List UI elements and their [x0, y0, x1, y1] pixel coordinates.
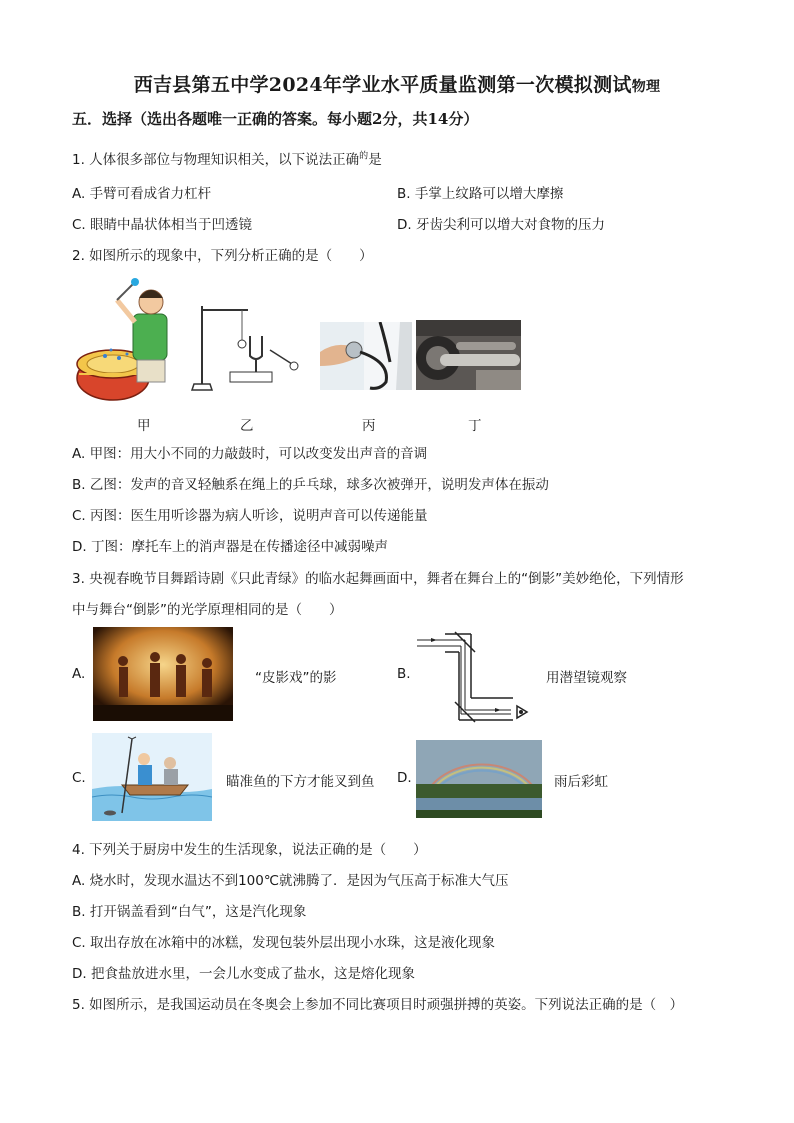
q1-stem-end: 是 [368, 152, 382, 168]
q3-option-a-caption: “皮影戏”的影 [255, 670, 337, 686]
figure-spear-fishing [92, 733, 212, 821]
q3-option-c-letter: C. [72, 770, 86, 786]
q3-option-c-caption: 瞄准鱼的下方才能叉到鱼 [226, 774, 375, 790]
figure-drum [75, 278, 180, 402]
q4-option-b: B. 打开锅盖看到“白气”，这是汽化现象 [72, 904, 307, 920]
figure-muffler [416, 320, 521, 390]
label-bing: 丙 [362, 418, 376, 434]
section-heading: 五．选择（选出各题唯一正确的答案。每小题2分，共14分） [72, 110, 479, 128]
q4-option-a: A. 烧水时，发现水温达不到100℃就沸腾了．是因为气压高于标准大气压 [72, 873, 509, 889]
q3-stem-line1: 3. 央视春晚节目舞蹈诗剧《只此青绿》的临水起舞画面中，舞者在舞台上的“倒影”美妙绝伦，下列情形 [72, 571, 684, 587]
q1-stem-text: 1. 人体很多部位与物理知识相关，以下说法正确 [72, 152, 360, 168]
exam-subject: 物理 [631, 79, 661, 95]
figure-stethoscope [320, 322, 412, 390]
figure-periscope [415, 628, 535, 724]
q3-stem-line2: 中与舞台“倒影”的光学原理相同的是（ ） [72, 602, 343, 618]
label-ding: 丁 [468, 418, 482, 434]
q3-option-a-letter: A. [72, 666, 86, 682]
q1-stem [72, 148, 382, 168]
q3-option-d-letter: D. [397, 770, 412, 786]
q2-option-b: B. 乙图：发声的音叉轻触系在绳上的乒乓球，球多次被弹开，说明发声体在振动 [72, 477, 549, 493]
q1-stem-tail: 的 [359, 151, 369, 162]
q4-option-d: D. 把食盐放进水里，一会儿水变成了盐水，这是熔化现象 [72, 966, 415, 982]
q1-option-d: D. 牙齿尖利可以增大对食物的压力 [397, 217, 605, 233]
q5-stem: 5. 如图所示，是我国运动员在冬奥会上参加不同比赛项目时顽强拼搏的英姿。下列说法正确的是（ ） [72, 997, 684, 1013]
page-title [0, 70, 794, 97]
q2-option-c: C. 丙图：医生用听诊器为病人听诊，说明声音可以传递能量 [72, 508, 428, 524]
label-yi: 乙 [240, 418, 254, 434]
exam-title: 西吉县第五中学2024年学业水平质量监测第一次模拟测试 [133, 74, 632, 96]
figure-rainbow [416, 740, 542, 818]
q2-option-a: A. 甲图：用大小不同的力敲鼓时，可以改变发出声音的音调 [72, 446, 428, 462]
q4-option-c: C. 取出存放在冰箱中的冰糕，发现包装外层出现小水珠，这是液化现象 [72, 935, 496, 951]
q3-option-b-letter: B. [397, 666, 411, 682]
q2-option-d: D. 丁图：摩托车上的消声器是在传播途径中减弱噪声 [72, 539, 388, 555]
q2-stem: 2. 如图所示的现象中，下列分析正确的是（ ） [72, 248, 373, 264]
q3-option-d-caption: 雨后彩虹 [554, 774, 608, 790]
label-jia: 甲 [137, 418, 151, 434]
q1-option-c: C. 眼睛中晶状体相当于凹透镜 [72, 217, 253, 233]
figure-tuning-fork [190, 296, 305, 396]
figure-shadow-puppet [93, 627, 233, 721]
q4-stem: 4. 下列关于厨房中发生的生活现象，说法正确的是（ ） [72, 842, 427, 858]
q1-option-a: A. 手臂可看成省力杠杆 [72, 186, 212, 202]
q3-option-b-caption: 用潜望镜观察 [546, 670, 627, 686]
q1-option-b: B. 手掌上纹路可以增大摩擦 [397, 186, 564, 202]
